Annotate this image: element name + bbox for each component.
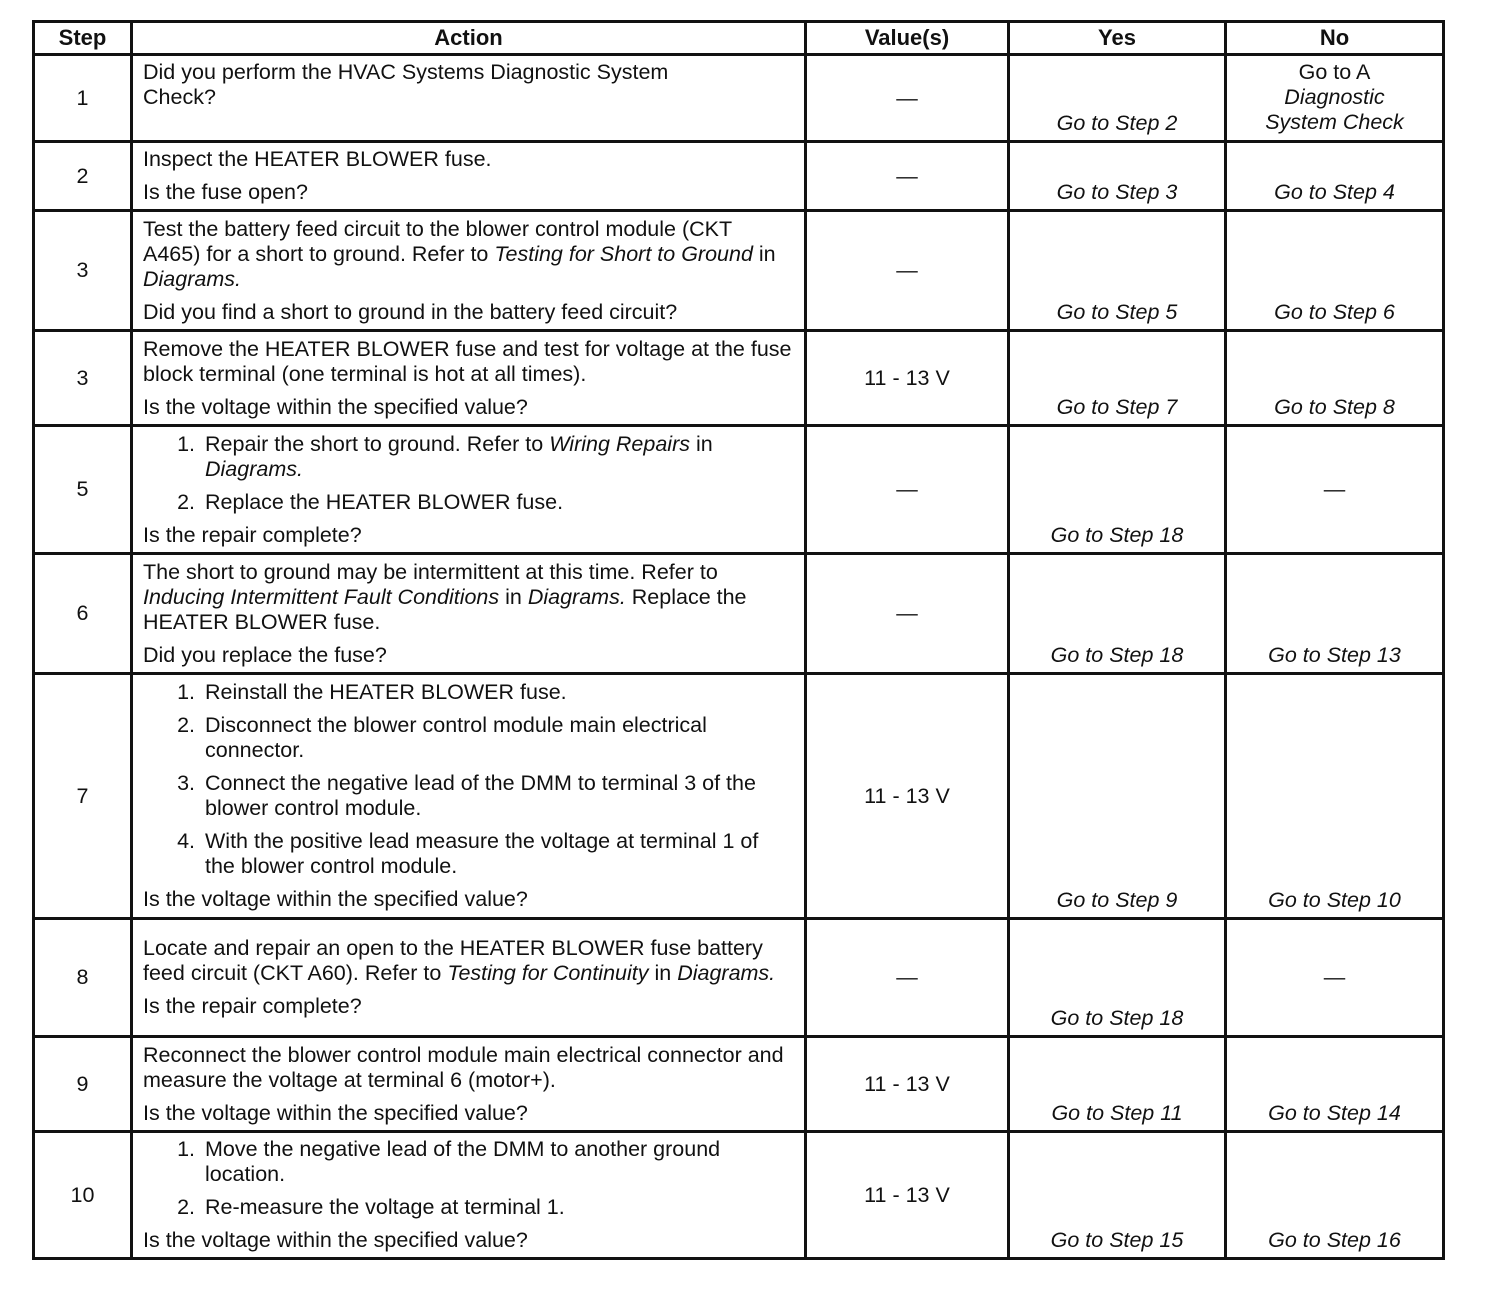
action-cell	[132, 331, 806, 426]
yes-cell: Go to Step 3	[1009, 142, 1226, 211]
table-row	[34, 331, 1444, 426]
table-row	[34, 1037, 1444, 1132]
action-text-part: Repair the short to ground. Refer to	[205, 431, 550, 456]
diagnostic-table	[32, 20, 1445, 1260]
value-cell: 11 - 13 V	[806, 331, 1009, 426]
list-item: 1. Move the negative lead of the DMM to another ground location.	[201, 1137, 792, 1187]
step-number: 2	[34, 142, 132, 211]
table-row	[34, 55, 1444, 142]
yes-cell: Go to Step 9	[1009, 674, 1226, 919]
value-cell: —	[806, 55, 1009, 142]
reference-link: Wiring Repairs	[549, 431, 690, 456]
table-row	[34, 211, 1444, 331]
step-number: 1	[34, 55, 132, 142]
no-cell: Go to Step 16	[1226, 1132, 1444, 1259]
action-text	[143, 560, 792, 635]
action-steps-list	[143, 1137, 792, 1220]
action-question: Did you replace the fuse?	[143, 642, 387, 667]
action-text-part: in	[752, 241, 776, 266]
yes-cell: Go to Step 7	[1009, 331, 1226, 426]
yes-cell: Go to Step 5	[1009, 211, 1226, 331]
yes-cell: Go to Step 2	[1009, 55, 1226, 142]
step-number: 5	[34, 426, 132, 554]
value-cell: —	[806, 919, 1009, 1037]
reference-link: Testing for Short to Ground	[494, 241, 753, 266]
value-cell: 11 - 13 V	[806, 1037, 1009, 1132]
action-text-part: in	[499, 584, 528, 609]
yes-cell: Go to Step 18	[1009, 919, 1226, 1037]
step-number: 10	[34, 1132, 132, 1259]
no-cell: Go to Step 4	[1226, 142, 1444, 211]
value-cell: —	[806, 554, 1009, 674]
list-item: 2. Re-measure the voltage at terminal 1.	[201, 1195, 792, 1220]
action-text: Did you perform the HVAC Systems Diagnostic System Check?	[143, 60, 669, 109]
no-line: Go to A	[1298, 60, 1371, 84]
value-cell: —	[806, 426, 1009, 554]
action-question: Is the fuse open?	[143, 180, 308, 204]
yes-cell: Go to Step 18	[1009, 554, 1226, 674]
action-question: Is the voltage within the specified value?	[143, 1100, 528, 1125]
reference-link: Diagrams.	[205, 456, 303, 481]
list-item	[201, 432, 792, 482]
action-cell	[132, 554, 806, 674]
step-number: 8	[34, 919, 132, 1037]
no-line: Diagnostic	[1284, 85, 1385, 109]
table-row	[34, 919, 1444, 1037]
action-text: Reconnect the blower control module main electrical connector and measure the voltage at terminal 6 (motor+).	[143, 1042, 784, 1092]
value-cell: 11 - 13 V	[806, 1132, 1009, 1259]
list-item: 1. Reinstall the HEATER BLOWER fuse.	[201, 680, 792, 705]
yes-cell: Go to Step 18	[1009, 426, 1226, 554]
header-step: Step	[34, 22, 132, 55]
action-cell	[132, 674, 806, 919]
step-number: 7	[34, 674, 132, 919]
action-question: Did you find a short to ground in the battery feed circuit?	[143, 299, 678, 324]
action-question: Is the repair complete?	[143, 994, 362, 1018]
no-cell	[1226, 55, 1444, 142]
no-cell: Go to Step 10	[1226, 674, 1444, 919]
header-action: Action	[132, 22, 806, 55]
value-cell: —	[806, 142, 1009, 211]
action-cell	[132, 1037, 806, 1132]
reference-link: Testing for Continuity	[447, 961, 649, 985]
reference-link: Diagrams.	[677, 961, 776, 985]
no-line: System Check	[1265, 110, 1404, 134]
header-row	[34, 22, 1444, 55]
action-text-part: The short to ground may be intermittent at this time. Refer to	[143, 559, 718, 584]
yes-cell: Go to Step 15	[1009, 1132, 1226, 1259]
list-item: 4. With the positive lead measure the voltage at terminal 1 of the blower control module.	[201, 829, 792, 879]
action-cell	[132, 211, 806, 331]
list-item: 2. Replace the HEATER BLOWER fuse.	[201, 490, 792, 515]
no-cell: Go to Step 6	[1226, 211, 1444, 331]
no-cell: Go to Step 13	[1226, 554, 1444, 674]
header-values: Value(s)	[806, 22, 1009, 55]
action-text-part: in	[690, 431, 713, 456]
action-cell	[132, 426, 806, 554]
action-question: Is the voltage within the specified value?	[143, 394, 528, 419]
action-text-part: Test the battery feed circuit to the blower control module (CKT A465) for a short to ground. Refer to	[143, 216, 732, 266]
action-question: Is the voltage within the specified value?	[143, 1228, 528, 1252]
value-cell: —	[806, 211, 1009, 331]
no-cell: —	[1226, 426, 1444, 554]
reference-link: Inducing Intermittent Fault Conditions	[143, 584, 500, 609]
action-cell	[132, 55, 806, 142]
action-steps-list	[143, 432, 792, 515]
action-cell	[132, 142, 806, 211]
value-cell: 11 - 13 V	[806, 674, 1009, 919]
action-text: Remove the HEATER BLOWER fuse and test for voltage at the fuse block terminal (one terminal is hot at all times).	[143, 336, 792, 386]
action-text-part: Replace the HEATER BLOWER fuse.	[143, 584, 747, 634]
table-row	[34, 554, 1444, 674]
reference-link: Diagrams.	[527, 584, 626, 609]
step-number: 3	[34, 211, 132, 331]
reference-link: Diagrams.	[143, 266, 241, 291]
action-text	[143, 936, 792, 986]
step-number: 6	[34, 554, 132, 674]
table-row	[34, 674, 1444, 919]
action-text-part: in	[648, 961, 678, 985]
action-text	[143, 217, 792, 292]
action-steps-list	[143, 680, 792, 879]
table-row	[34, 1132, 1444, 1259]
step-number: 3	[34, 331, 132, 426]
action-question: Is the voltage within the specified value?	[143, 887, 528, 911]
action-cell	[132, 1132, 806, 1259]
action-text-part: Locate and repair an open to the HEATER BLOWER fuse battery feed circuit (CKT A60). Refer to	[143, 936, 763, 985]
no-cell: —	[1226, 919, 1444, 1037]
list-item: 2. Disconnect the blower control module main electrical connector.	[201, 713, 792, 763]
yes-cell: Go to Step 11	[1009, 1037, 1226, 1132]
action-text: Inspect the HEATER BLOWER fuse.	[143, 147, 492, 171]
table-row	[34, 142, 1444, 211]
list-item: 3. Connect the negative lead of the DMM to terminal 3 of the blower control module.	[201, 771, 792, 821]
action-question: Is the repair complete?	[143, 522, 362, 547]
step-number: 9	[34, 1037, 132, 1132]
action-cell	[132, 919, 806, 1037]
no-cell: Go to Step 8	[1226, 331, 1444, 426]
header-no: No	[1226, 22, 1444, 55]
table-row	[34, 426, 1444, 554]
header-yes: Yes	[1009, 22, 1226, 55]
no-cell: Go to Step 14	[1226, 1037, 1444, 1132]
